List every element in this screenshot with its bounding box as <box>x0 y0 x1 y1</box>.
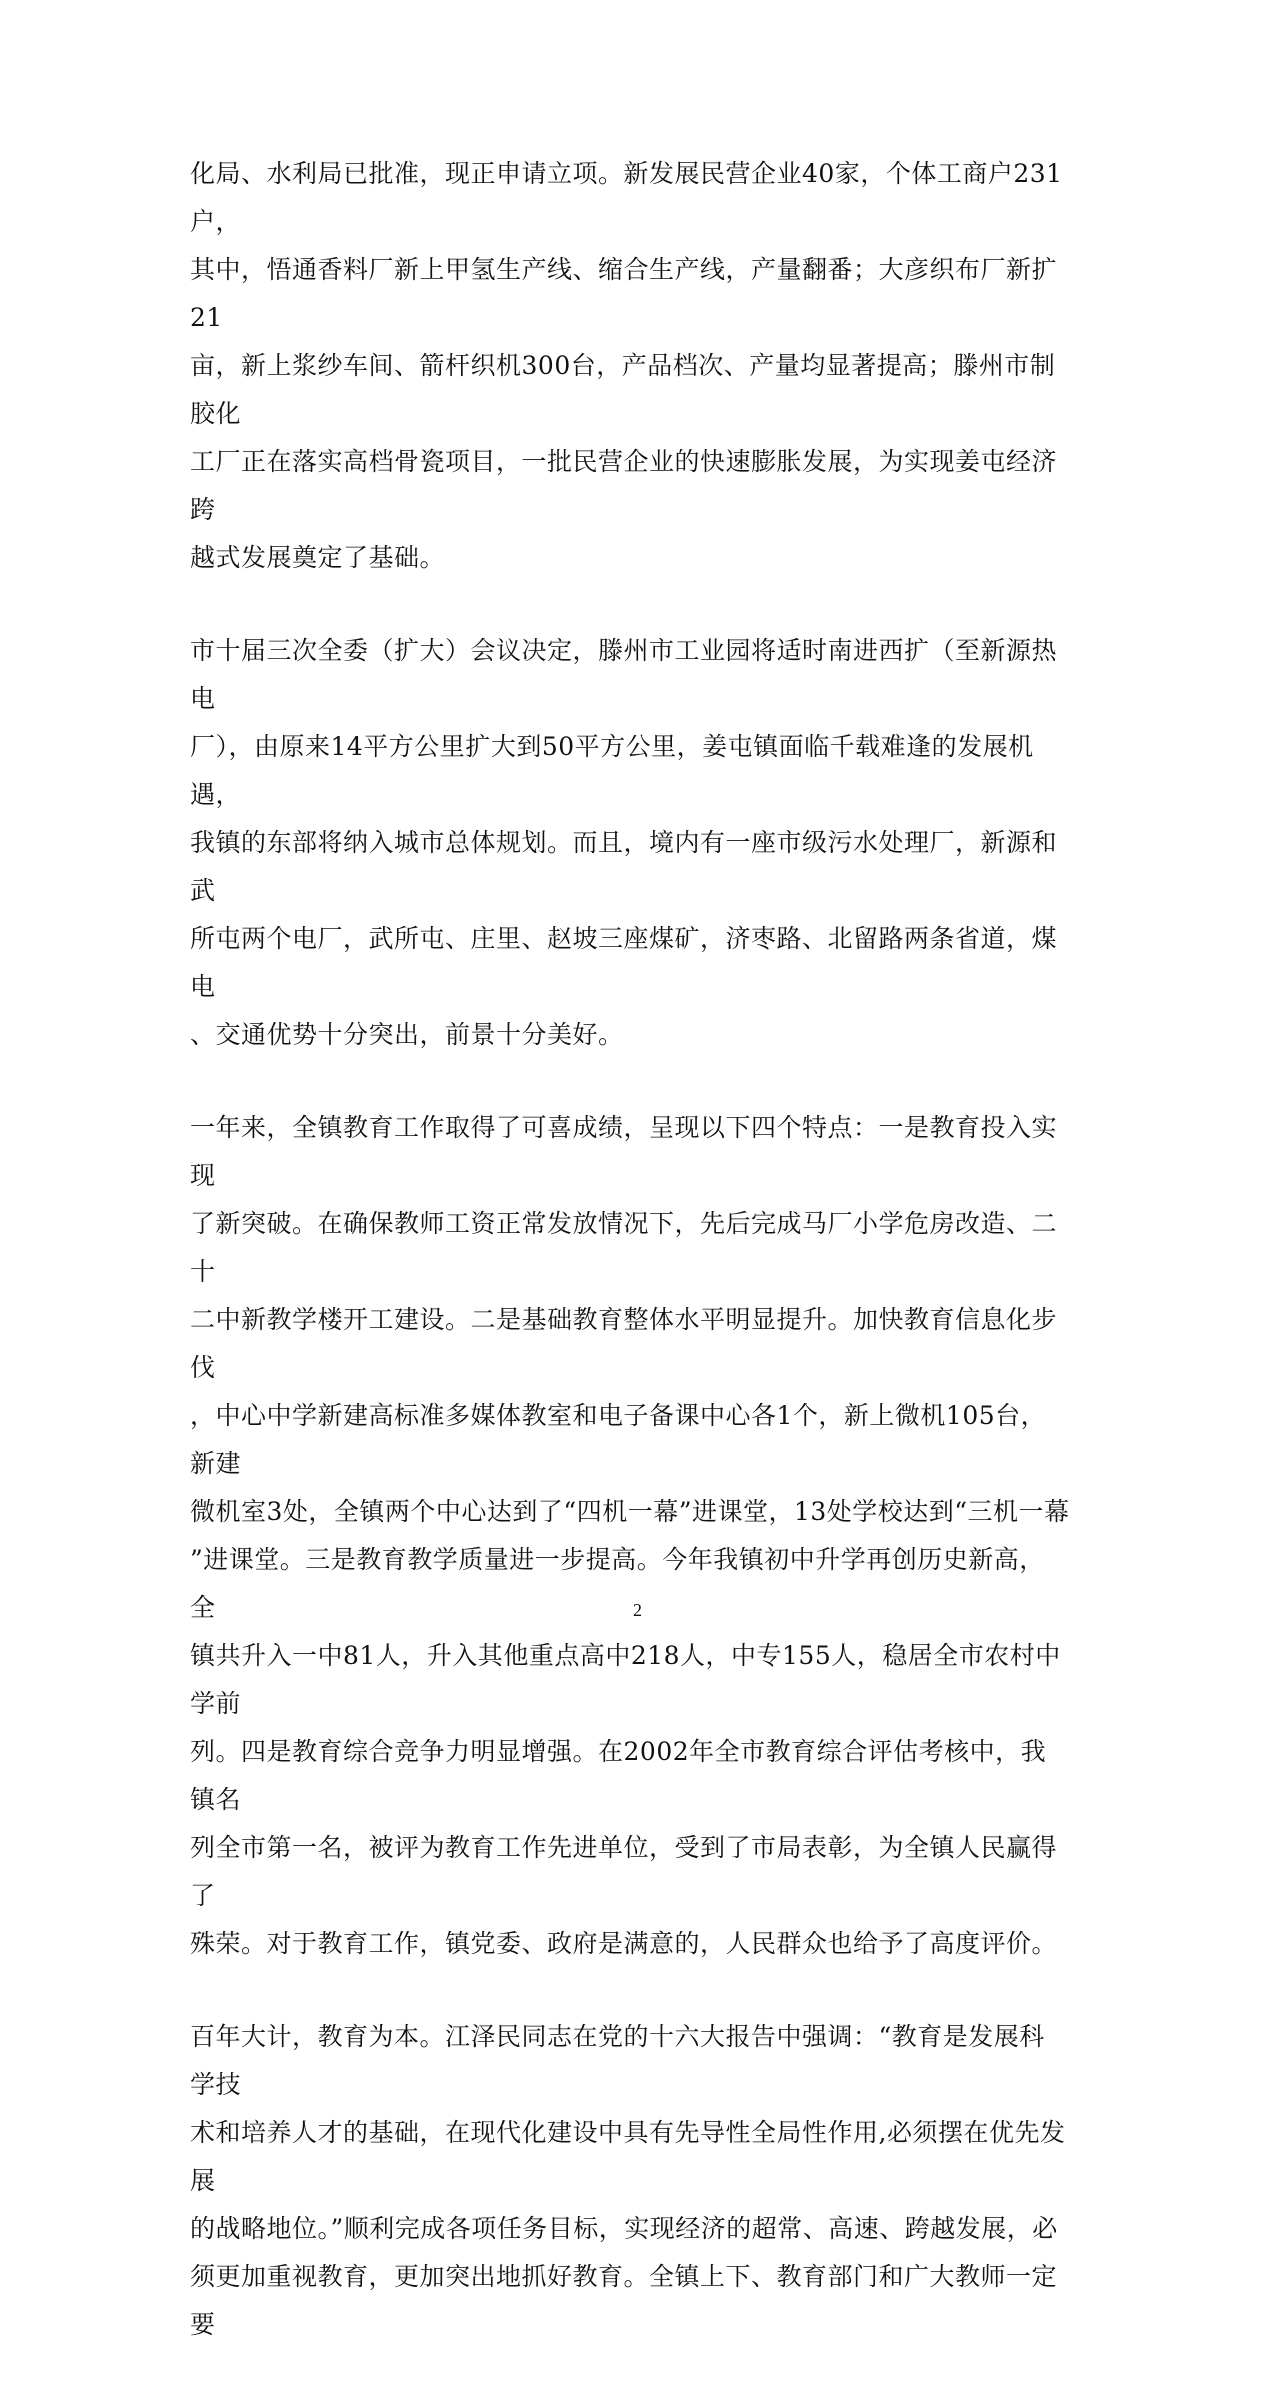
paragraph-enterprise-development: 化局、水利局已批准，现正申请立项。新发展民营企业40家，个体工商户231户， 其中，悟通香料厂新上甲氢生产线、缩合生产线，产量翻番；大彦织布厂新扩21 亩，新上浆纱车间、箭杆织机300台，产品档次、产量均显著提高；滕州市制胶化 工厂正在落实高档骨瓷项目，一批民营企业的快速膨胀发展，为实现姜屯经济跨 越式发展奠定了基础。 <box>190 159 1063 572</box>
page-number: 2 <box>633 1600 642 1620</box>
paragraph-education-priority: 百年大计，教育为本。江泽民同志在党的十六大报告中强调：“教育是发展科学技 术和培养人才的基础，在现代化建设中具有先导性全局性作用,必须摆在优先发展 的战略地位。”顺利完成各项任务目标，实现经济的超常、高速、跨越发展，必 须更加重视教育，更加突出地抓好教育。全镇上下、教育部门和广大教师一定要 <box>190 2022 1066 2339</box>
paragraph-industrial-park-expansion: 市十届三次全委（扩大）会议决定，滕州市工业园将适时南进西扩（至新源热电 厂），由原来14平方公里扩大到50平方公里，姜屯镇面临千载难逢的发展机遇， 我镇的东部将纳入城市总体规划。而且，境内有一座市级污水处理厂，新源和武 所屯两个电厂，武所屯、庄里、赵坡三座煤矿，济枣路、北留路两条省道，煤电 、交通优势十分突出，前景十分美好。 <box>190 636 1058 1049</box>
document-body <box>190 150 1070 2394</box>
paragraph-education-achievements: 一年来，全镇教育工作取得了可喜成绩，呈现以下四个特点：一是教育投入实现 了新突破。在确保教师工资正常发放情况下，先后完成马厂小学危房改造、二十 二中新教学楼开工建设。二是基础教育整体水平明显提升。加快教育信息化步伐 ，中心中学新建高标准多媒体教室和电子备课中心各1个，新上微机105台，新建 微机室3处，全镇两个中心达到了“四机一幕”进课堂，13处学校达到“三机一幕 ”进课堂。三是教育教学质量进一步提高。今年我镇初中升学再创历史新高，全 镇共升入一中81人，升入其他重点高中218人，中专155人，稳居全市农村中学前 列。四是教育综合竞争力明显增强。在2002年全市教育综合评估考核中，我镇名 列全市第一名，被评为教育工作先进单位，受到了市局表彰，为全镇人民赢得了 殊荣。对于教育工作，镇党委、政府是满意的，人民群众也给予了高度评价。 <box>190 1113 1070 1958</box>
